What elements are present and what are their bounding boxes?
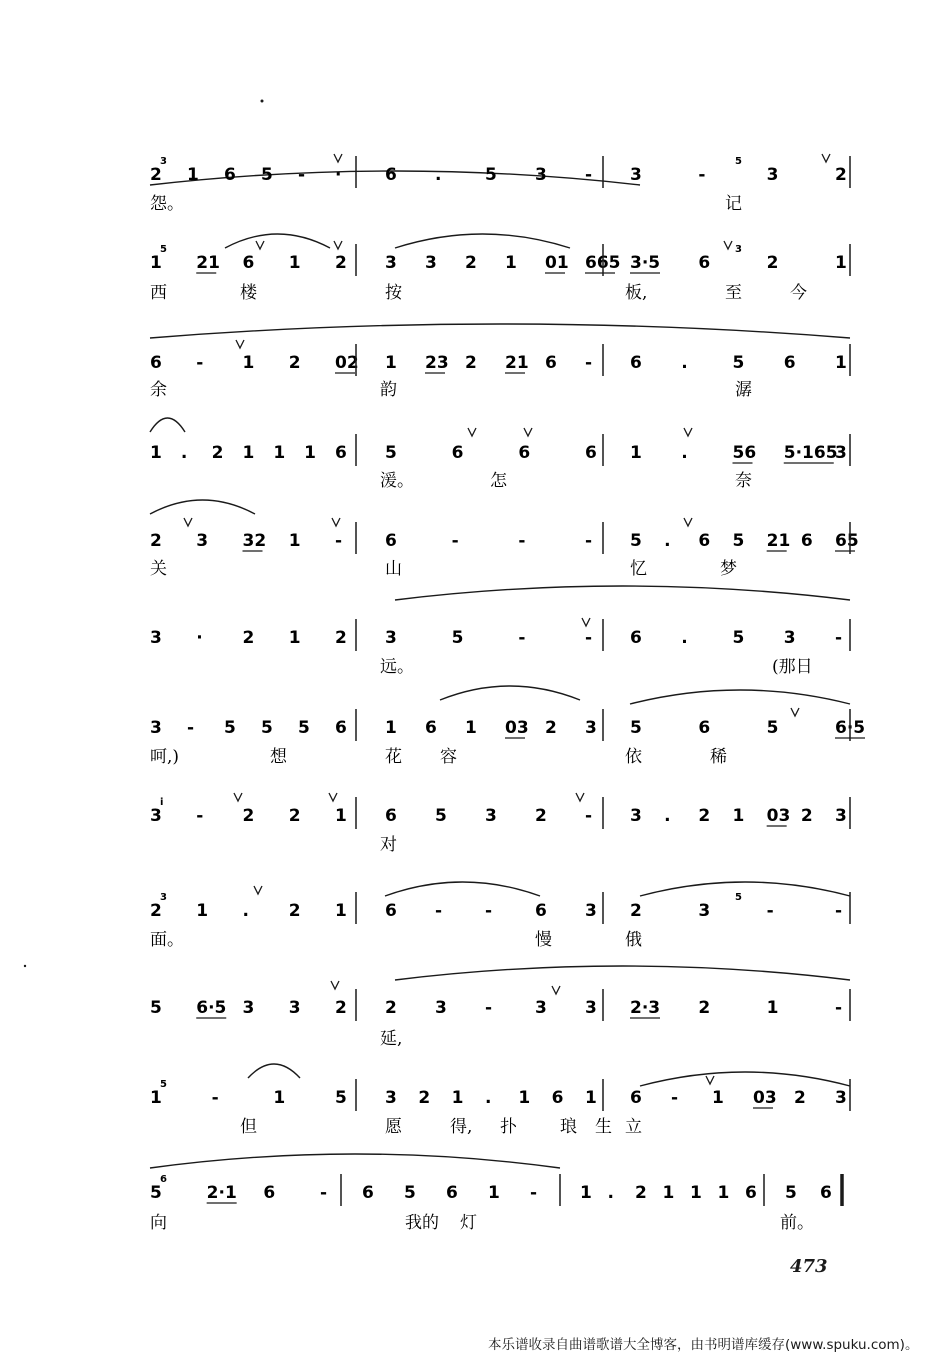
breath-mark xyxy=(468,428,476,436)
note: - xyxy=(585,353,593,373)
note: 5 xyxy=(150,998,162,1018)
note: 21 xyxy=(196,253,220,273)
breath-mark xyxy=(236,340,244,348)
note: 2 xyxy=(150,531,162,551)
note: - xyxy=(196,806,204,826)
note: 1 xyxy=(630,443,642,463)
note: 1 xyxy=(288,628,301,648)
note: 1 xyxy=(150,253,162,273)
note: 6 xyxy=(800,531,813,551)
breath-mark xyxy=(332,518,340,526)
note: 2 xyxy=(835,165,847,185)
note: 6 xyxy=(385,531,397,551)
lyric: 远。 xyxy=(380,657,414,677)
lyric: 山 xyxy=(385,559,402,579)
grace-note: 3 xyxy=(735,244,742,255)
note: 3 xyxy=(835,1088,847,1108)
lyric: 面。 xyxy=(150,930,184,950)
slur-arc xyxy=(640,1072,850,1086)
note: 6 xyxy=(335,718,347,738)
slur-arc xyxy=(385,882,540,896)
note: 3 xyxy=(835,443,847,463)
note: - xyxy=(698,165,706,185)
note: 665 xyxy=(585,253,621,273)
note: 03 xyxy=(766,806,791,826)
note: 6 xyxy=(698,531,711,551)
note: - xyxy=(585,165,593,185)
lyric: 花 xyxy=(385,747,402,767)
note: 3·5 xyxy=(630,253,661,273)
note: 6·5 xyxy=(196,998,227,1018)
grace-note: 5 xyxy=(735,156,742,167)
note: 2 xyxy=(211,443,224,463)
note: 2 xyxy=(335,998,347,1018)
note: 5 xyxy=(732,628,745,648)
note: 6 xyxy=(446,1183,458,1203)
breath-mark xyxy=(256,241,264,249)
note: 02 xyxy=(335,353,359,373)
note: 1 xyxy=(518,1088,531,1108)
note: 2 xyxy=(150,165,162,185)
note: 1 xyxy=(187,165,199,185)
note: 1 xyxy=(585,1088,597,1108)
note: 5·165 xyxy=(783,443,838,463)
note: 1 xyxy=(273,1088,286,1108)
note: 3 xyxy=(425,253,437,273)
note: 3 xyxy=(585,901,597,921)
note: 6 xyxy=(820,1183,832,1203)
note: 6 xyxy=(585,443,597,463)
note: 2 xyxy=(635,1183,647,1203)
note: 2 xyxy=(335,253,347,273)
note: 1 xyxy=(304,443,317,463)
note: - xyxy=(585,806,593,826)
note: 6 xyxy=(630,628,642,648)
lyric: 按 xyxy=(385,283,402,303)
note: 5 xyxy=(335,1088,347,1108)
note: . xyxy=(664,806,671,826)
lyric: 延, xyxy=(380,1029,403,1049)
breath-mark xyxy=(184,518,192,526)
grace-note: 3 xyxy=(160,892,167,903)
lyric: 生 xyxy=(595,1117,612,1137)
lyric: 慢 xyxy=(535,930,552,950)
note: - xyxy=(435,901,443,921)
note: - xyxy=(530,1183,538,1203)
note: 2 xyxy=(794,1088,806,1108)
slur-arc xyxy=(248,1064,300,1078)
note: 5 xyxy=(785,1183,797,1203)
note: . xyxy=(607,1183,614,1203)
grace-note: 6 xyxy=(160,1174,167,1185)
note: 03 xyxy=(753,1088,777,1108)
breath-mark xyxy=(329,793,337,801)
note: 3 xyxy=(385,1088,397,1108)
note: . xyxy=(435,165,442,185)
note: 3 xyxy=(435,998,447,1018)
note: 6 xyxy=(518,443,531,463)
lyric: 前。 xyxy=(780,1213,814,1233)
note: 1 xyxy=(580,1183,592,1203)
note: · xyxy=(196,628,203,648)
breath-mark xyxy=(724,241,732,249)
note: 1 xyxy=(288,253,301,273)
note: - xyxy=(187,718,195,738)
note: 32 xyxy=(242,531,267,551)
note: - xyxy=(485,901,493,921)
note: - xyxy=(451,531,459,551)
note: - xyxy=(835,901,843,921)
slur-arc xyxy=(150,1154,560,1168)
note: 1 xyxy=(717,1183,730,1203)
note: 2 xyxy=(242,806,255,826)
lyric: 但 xyxy=(240,1117,257,1137)
lyric: 楼 xyxy=(240,283,257,303)
note: 3 xyxy=(288,998,301,1018)
note: 1 xyxy=(712,1088,724,1108)
page-number: 473 xyxy=(790,1256,828,1277)
note: 6 xyxy=(362,1183,374,1203)
breath-mark xyxy=(334,241,342,249)
note: . xyxy=(180,443,188,463)
lyric: 西 xyxy=(150,283,167,303)
lyric: 记 xyxy=(725,194,742,214)
note: 6 xyxy=(630,1088,642,1108)
lyric: 韵 xyxy=(380,380,397,400)
note: 5 xyxy=(451,628,464,648)
lyric: 呵,) xyxy=(150,747,180,767)
lyric: 愿 xyxy=(385,1117,402,1137)
note: 5 xyxy=(261,165,273,185)
lyric: 奈 xyxy=(735,471,752,491)
note: 3 xyxy=(150,806,162,826)
note: 6 xyxy=(451,443,464,463)
breath-mark xyxy=(524,428,532,436)
lyric: 怎 xyxy=(490,471,507,491)
breath-mark xyxy=(552,986,560,994)
note: 2·3 xyxy=(630,998,661,1018)
lyric: (那日 xyxy=(772,657,813,677)
note: 56 xyxy=(732,443,757,463)
note: - xyxy=(835,998,843,1018)
grace-note: i xyxy=(160,797,164,808)
note: 2 xyxy=(630,901,642,921)
slur-arc xyxy=(395,586,850,600)
note: 3 xyxy=(385,628,397,648)
grace-note: 5 xyxy=(160,1079,167,1090)
lyric: 想 xyxy=(270,747,287,767)
grace-note: 5 xyxy=(735,892,742,903)
grace-note: 3 xyxy=(160,156,167,167)
note: . xyxy=(681,443,688,463)
note: 1 xyxy=(288,531,301,551)
note: 3 xyxy=(698,901,711,921)
note: 1 xyxy=(690,1183,702,1203)
note: 5 xyxy=(630,718,642,738)
stray-dot xyxy=(24,965,26,967)
slur-arc xyxy=(150,500,255,514)
note: 1 xyxy=(488,1183,500,1203)
stray-dot xyxy=(261,100,264,103)
slur-arc xyxy=(225,234,330,248)
note: 5 xyxy=(261,718,273,738)
breath-mark xyxy=(684,428,692,436)
note: 6 xyxy=(425,718,437,738)
note: 5 xyxy=(766,718,779,738)
note: 21 xyxy=(505,353,529,373)
note: 1 xyxy=(766,998,779,1018)
note: 5 xyxy=(404,1183,416,1203)
note: 3 xyxy=(630,806,642,826)
lyric: 关 xyxy=(150,559,167,579)
note: 1 xyxy=(732,806,745,826)
note: - xyxy=(211,1088,219,1108)
note: 3 xyxy=(385,253,397,273)
note: 2 xyxy=(288,353,301,373)
note: - xyxy=(298,165,306,185)
note: 1 xyxy=(242,353,255,373)
note: 1 xyxy=(150,1088,162,1108)
lyric: 我的 xyxy=(405,1213,439,1233)
note: 2 xyxy=(545,718,557,738)
breath-mark xyxy=(791,708,799,716)
note: - xyxy=(196,353,204,373)
note: 6 xyxy=(698,718,711,738)
note: 6 xyxy=(385,806,397,826)
note: 2 xyxy=(698,806,711,826)
note: 1 xyxy=(451,1088,464,1108)
note: 3 xyxy=(485,806,497,826)
note: 5 xyxy=(485,165,497,185)
lyric: 立 xyxy=(625,1117,642,1137)
note: - xyxy=(518,628,526,648)
note: 3 xyxy=(150,628,162,648)
note: . xyxy=(242,901,249,921)
note: 1 xyxy=(273,443,286,463)
note: 2 xyxy=(335,628,347,648)
note: 5 xyxy=(732,531,745,551)
note: 6 xyxy=(385,165,397,185)
note: 1 xyxy=(835,353,847,373)
breath-mark xyxy=(254,886,262,894)
note: 6 xyxy=(630,353,642,373)
note: 2 xyxy=(242,628,255,648)
lyric: 今 xyxy=(790,283,807,303)
note: 5 xyxy=(150,1183,162,1203)
note: 2 xyxy=(418,1088,431,1108)
note: 5 xyxy=(298,718,310,738)
note: - xyxy=(585,628,593,648)
note: 2 xyxy=(698,998,711,1018)
slur-arc xyxy=(630,690,850,704)
note: 23 xyxy=(425,353,449,373)
lyric: 扑 xyxy=(500,1117,517,1137)
lyric: 俄 xyxy=(625,930,642,950)
note: 1 xyxy=(465,718,477,738)
note: 03 xyxy=(505,718,529,738)
breath-mark xyxy=(582,618,590,626)
breath-mark xyxy=(684,518,692,526)
lyric: 依 xyxy=(625,747,642,767)
lyric: 琅 xyxy=(560,1117,577,1137)
note: 6 xyxy=(335,443,347,463)
note: 6 xyxy=(263,1183,276,1203)
note: 6 xyxy=(745,1183,757,1203)
slur-arc xyxy=(640,882,850,896)
note: 5 xyxy=(630,531,642,551)
breath-mark xyxy=(576,793,584,801)
note: 2 xyxy=(465,353,477,373)
note: 2 xyxy=(150,901,162,921)
note: 6 xyxy=(150,353,162,373)
breath-mark xyxy=(706,1076,714,1084)
breath-mark xyxy=(234,793,242,801)
note: - xyxy=(518,531,526,551)
breath-mark xyxy=(334,154,342,162)
slur-arc xyxy=(395,234,570,248)
grace-note: 5 xyxy=(160,244,167,255)
note: 3 xyxy=(585,998,597,1018)
note: 1 xyxy=(150,443,162,463)
note: 5 xyxy=(732,353,745,373)
lyric: 忆 xyxy=(630,559,647,579)
note: 1 xyxy=(242,443,255,463)
lyric: 稀 xyxy=(710,747,727,767)
note: 6 xyxy=(224,165,236,185)
note: 2 xyxy=(800,806,813,826)
note: 1 xyxy=(335,806,347,826)
note: 1 xyxy=(335,901,347,921)
note: 6·5 xyxy=(835,718,866,738)
note: · xyxy=(335,165,342,185)
note: 1 xyxy=(662,1183,675,1203)
note: 5 xyxy=(385,443,397,463)
note: - xyxy=(485,998,493,1018)
note: 3 xyxy=(535,165,547,185)
slur-arc xyxy=(150,418,185,432)
note: 65 xyxy=(835,531,859,551)
lyric: 湲。 xyxy=(380,471,414,491)
note: . xyxy=(664,531,671,551)
note: 2 xyxy=(465,253,477,273)
footer-text: 本乐谱收录自曲谱歌谱大全博客，由书明谱库缓存(www.spuku.com)。 xyxy=(488,1337,919,1353)
note: 3 xyxy=(766,165,779,185)
note: 2 xyxy=(288,806,301,826)
slur-arc xyxy=(440,686,580,700)
note: - xyxy=(766,901,774,921)
note: 1 xyxy=(385,718,397,738)
note: 3 xyxy=(150,718,162,738)
note: 3 xyxy=(783,628,796,648)
note: 01 xyxy=(545,253,569,273)
note: 6 xyxy=(242,253,255,273)
note: . xyxy=(681,353,688,373)
slur-arc xyxy=(150,324,850,338)
note: 3 xyxy=(630,165,642,185)
note: 2 xyxy=(288,901,301,921)
note: 2·1 xyxy=(206,1183,237,1203)
note: 3 xyxy=(535,998,547,1018)
note: 2 xyxy=(766,253,779,273)
note: 3 xyxy=(835,806,847,826)
note: 1 xyxy=(385,353,397,373)
lyric: 梦 xyxy=(720,559,737,579)
lyric: 向 xyxy=(150,1213,167,1233)
lyric: 潺 xyxy=(735,380,752,400)
note: - xyxy=(320,1183,328,1203)
note: 6 xyxy=(551,1088,564,1108)
note: 1 xyxy=(835,253,847,273)
note: 21 xyxy=(766,531,791,551)
lyric: 容 xyxy=(440,747,457,767)
note: - xyxy=(671,1088,679,1108)
note: 2 xyxy=(535,806,547,826)
note: 5 xyxy=(224,718,236,738)
note: 3 xyxy=(585,718,597,738)
note: 6 xyxy=(385,901,397,921)
note: 3 xyxy=(242,998,255,1018)
note: 6 xyxy=(698,253,711,273)
note: . xyxy=(485,1088,492,1108)
note: - xyxy=(335,531,343,551)
note: 2 xyxy=(385,998,397,1018)
lyric: 怨。 xyxy=(150,194,184,214)
note: . xyxy=(681,628,688,648)
breath-mark xyxy=(331,981,339,989)
lyric: 灯 xyxy=(460,1213,477,1233)
note: 6 xyxy=(535,901,547,921)
lyric: 余 xyxy=(150,380,167,400)
note: 3 xyxy=(196,531,209,551)
lyric: 得, xyxy=(450,1117,473,1137)
slur-arc xyxy=(395,966,850,980)
note: 5 xyxy=(435,806,447,826)
lyric: 至 xyxy=(725,283,742,303)
note: - xyxy=(835,628,843,648)
note: 6 xyxy=(783,353,796,373)
note: 1 xyxy=(505,253,517,273)
note: 1 xyxy=(196,901,209,921)
lyric: 对 xyxy=(380,835,397,855)
lyric: 板, xyxy=(625,283,648,303)
note: - xyxy=(585,531,593,551)
note: 6 xyxy=(545,353,557,373)
breath-mark xyxy=(822,154,830,162)
